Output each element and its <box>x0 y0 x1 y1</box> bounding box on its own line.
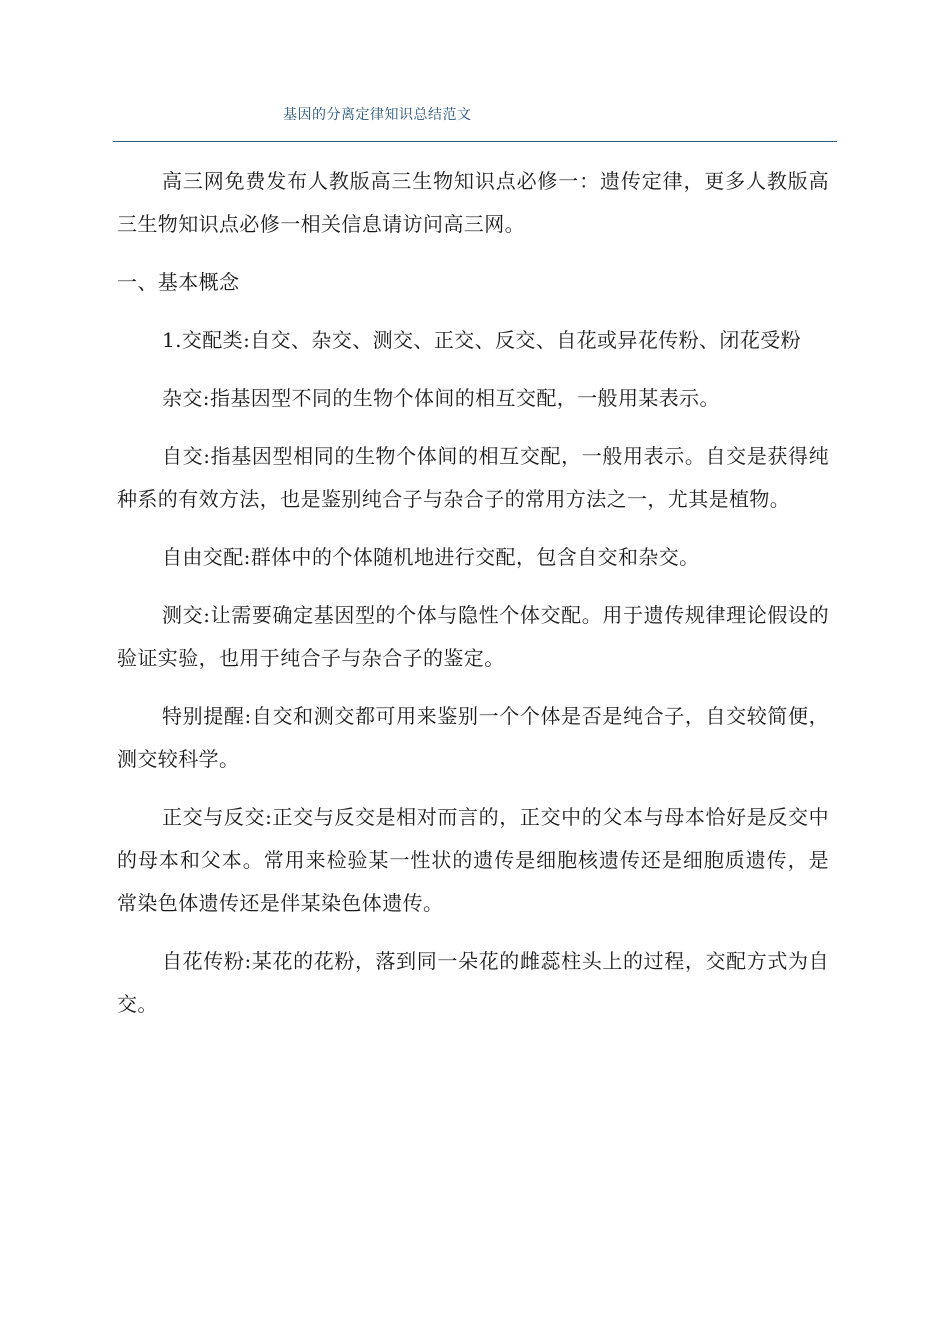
paragraph-mating-types: 1.交配类:自交、杂交、测交、正交、反交、自花或异花传粉、闭花受粉 <box>162 328 802 352</box>
header-title: 基因的分离定律知识总结范文 <box>283 107 472 123</box>
paragraph-special-note: 特别提醒:自交和测交都可用来鉴别一个个体是否是纯合子，自交较简便，测交较科学。 <box>117 704 829 771</box>
paragraph-hybridization: 杂交:指基因型不同的生物个体间的相互交配，一般用某表示。 <box>162 386 720 410</box>
document-body <box>117 160 829 1041</box>
intro-paragraph: 高三网免费发布人教版高三生物知识点必修一：遗传定律，更多人教版高三生物知识点必修一相关信息请访问高三网。 <box>117 169 829 236</box>
paragraph-reciprocal-cross: 正交与反交:正交与反交是相对而言的，正交中的父本与母本恰好是反交中的母本和父本。常用来检验某一性状的遗传是细胞核遗传还是细胞质遗传，是常染色体遗传还是伴某染色体遗传。 <box>117 805 829 915</box>
paragraph-self-pollination: 自花传粉:某花的花粉，落到同一朵花的雌蕊柱头上的过程，交配方式为自交。 <box>117 949 829 1016</box>
section-heading: 一、基本概念 <box>117 270 240 294</box>
paragraph-self-cross: 自交:指基因型相同的生物个体间的相互交配，一般用表示。自交是获得纯种系的有效方法，也是鉴别纯合子与杂合子的常用方法之一，尤其是植物。 <box>117 444 829 511</box>
paragraph-test-cross: 测交:让需要确定基因型的个体与隐性个体交配。用于遗传规律理论假设的验证实验，也用于纯合子与杂合子的鉴定。 <box>117 603 829 670</box>
paragraph-free-mating: 自由交配:群体中的个体随机地进行交配，包含自交和杂交。 <box>162 545 700 569</box>
header-divider <box>113 141 837 142</box>
